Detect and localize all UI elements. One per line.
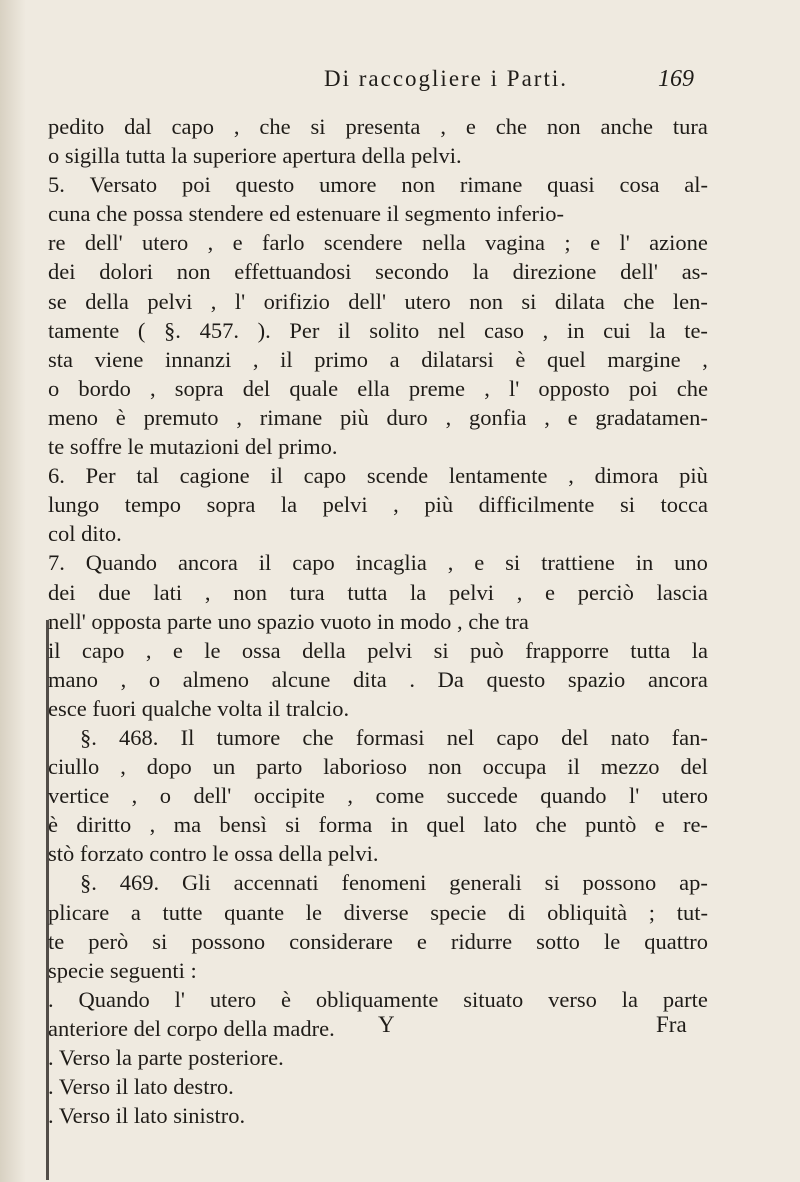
text-line: . Verso il lato destro. bbox=[48, 1074, 234, 1100]
text-line: o sigilla tutta la superiore apertura della pelvi. bbox=[48, 143, 462, 169]
text-line: lungo tempo sopra la pelvi , più difficilmente si tocca bbox=[48, 492, 708, 518]
text-line: esce fuori qualche volta il tralcio. bbox=[48, 695, 350, 721]
paragraph bbox=[48, 461, 708, 548]
text-line: . Verso la parte posteriore. bbox=[48, 1045, 284, 1070]
page-body bbox=[48, 112, 708, 1130]
text-line: pedito dal capo , che si presenta , e che non anche tura bbox=[48, 114, 708, 139]
signature-mark: Y bbox=[378, 1012, 395, 1037]
text-line: stò forzato contro le ossa della pelvi. bbox=[48, 841, 379, 867]
text-line: te soffre le mutazioni del primo. bbox=[48, 434, 338, 460]
text-line: §. 468. Il tumore che formasi nel capo del nato fan- bbox=[80, 724, 708, 750]
text-line: sta viene innanzi , il primo a dilatarsi è quel margine , bbox=[48, 346, 708, 372]
text-line: il capo , e le ossa della pelvi si può frapporre tutta la bbox=[48, 637, 708, 663]
text-line: meno è premuto , rimane più duro , gonfia , e gradatamen- bbox=[48, 404, 708, 430]
text-line: 7. Quando ancora il capo incaglia , e si trattiene in uno bbox=[48, 550, 708, 576]
text-line: è diritto , ma bensì si forma in quel lato che puntò e re- bbox=[48, 812, 708, 838]
text-line: dei due lati , non tura tutta la pelvi , e perciò lascia bbox=[48, 579, 708, 605]
text-line: . Quando l' utero è obliquamente situato verso la parte bbox=[48, 986, 708, 1012]
text-line: o bordo , sopra del quale ella preme , l' opposto poi che bbox=[48, 375, 708, 401]
text-line: 5. Versato poi questo umore non rimane quasi cosa al- bbox=[48, 172, 708, 198]
page-footer bbox=[0, 1012, 800, 1046]
text-line: tamente ( §. 457. ). Per il solito nel caso , in cui la te- bbox=[48, 317, 708, 343]
running-head: Di raccogliere i Parti. bbox=[324, 66, 568, 91]
text-line: te però si possono considerare e ridurre sotto le quattro bbox=[48, 928, 708, 954]
text-line: anteriore del corpo della madre. bbox=[48, 1015, 335, 1041]
catchword: Fra bbox=[656, 1012, 687, 1037]
paragraph bbox=[48, 723, 708, 868]
paragraph bbox=[48, 985, 708, 1130]
page-edge-shadow bbox=[0, 0, 26, 1182]
text-line: mano , o almeno alcune dita . Da questo spazio ancora bbox=[48, 666, 708, 692]
page-number: 169 bbox=[658, 66, 694, 92]
text-line: . Verso il lato sinistro. bbox=[48, 1103, 246, 1129]
text-line: dei dolori non effettuandosi secondo la direzione dell' as- bbox=[48, 259, 708, 285]
text-line: ciullo , dopo un parto laborioso non occupa il mezzo del bbox=[48, 754, 708, 780]
page-header bbox=[0, 62, 800, 102]
paragraph bbox=[48, 112, 708, 170]
paragraph bbox=[48, 868, 708, 984]
text-line: §. 469. Gli accennati fenomeni generali si possono ap- bbox=[80, 870, 708, 896]
text-line: se della pelvi , l' orifizio dell' utero non si dilata che len- bbox=[48, 288, 708, 314]
text-line: col dito. bbox=[48, 521, 122, 547]
paragraph bbox=[48, 170, 708, 461]
text-line: vertice , o dell' occipite , come succede quando l' utero bbox=[48, 783, 708, 809]
paragraph bbox=[48, 548, 708, 723]
text-line: 6. Per tal cagione il capo scende lentamente , dimora più bbox=[48, 463, 708, 489]
text-line: specie seguenti : bbox=[48, 957, 197, 983]
text-line: plicare a tutte quante le diverse specie di obliquità ; tut- bbox=[48, 899, 708, 925]
text-line: cuna che possa stendere ed estenuare il segmento inferio- bbox=[48, 201, 565, 227]
text-line: re dell' utero , e farlo scendere nella vagina ; e l' azione bbox=[48, 230, 708, 256]
text-line: nell' opposta parte uno spazio vuoto in modo , che tra bbox=[48, 608, 529, 634]
